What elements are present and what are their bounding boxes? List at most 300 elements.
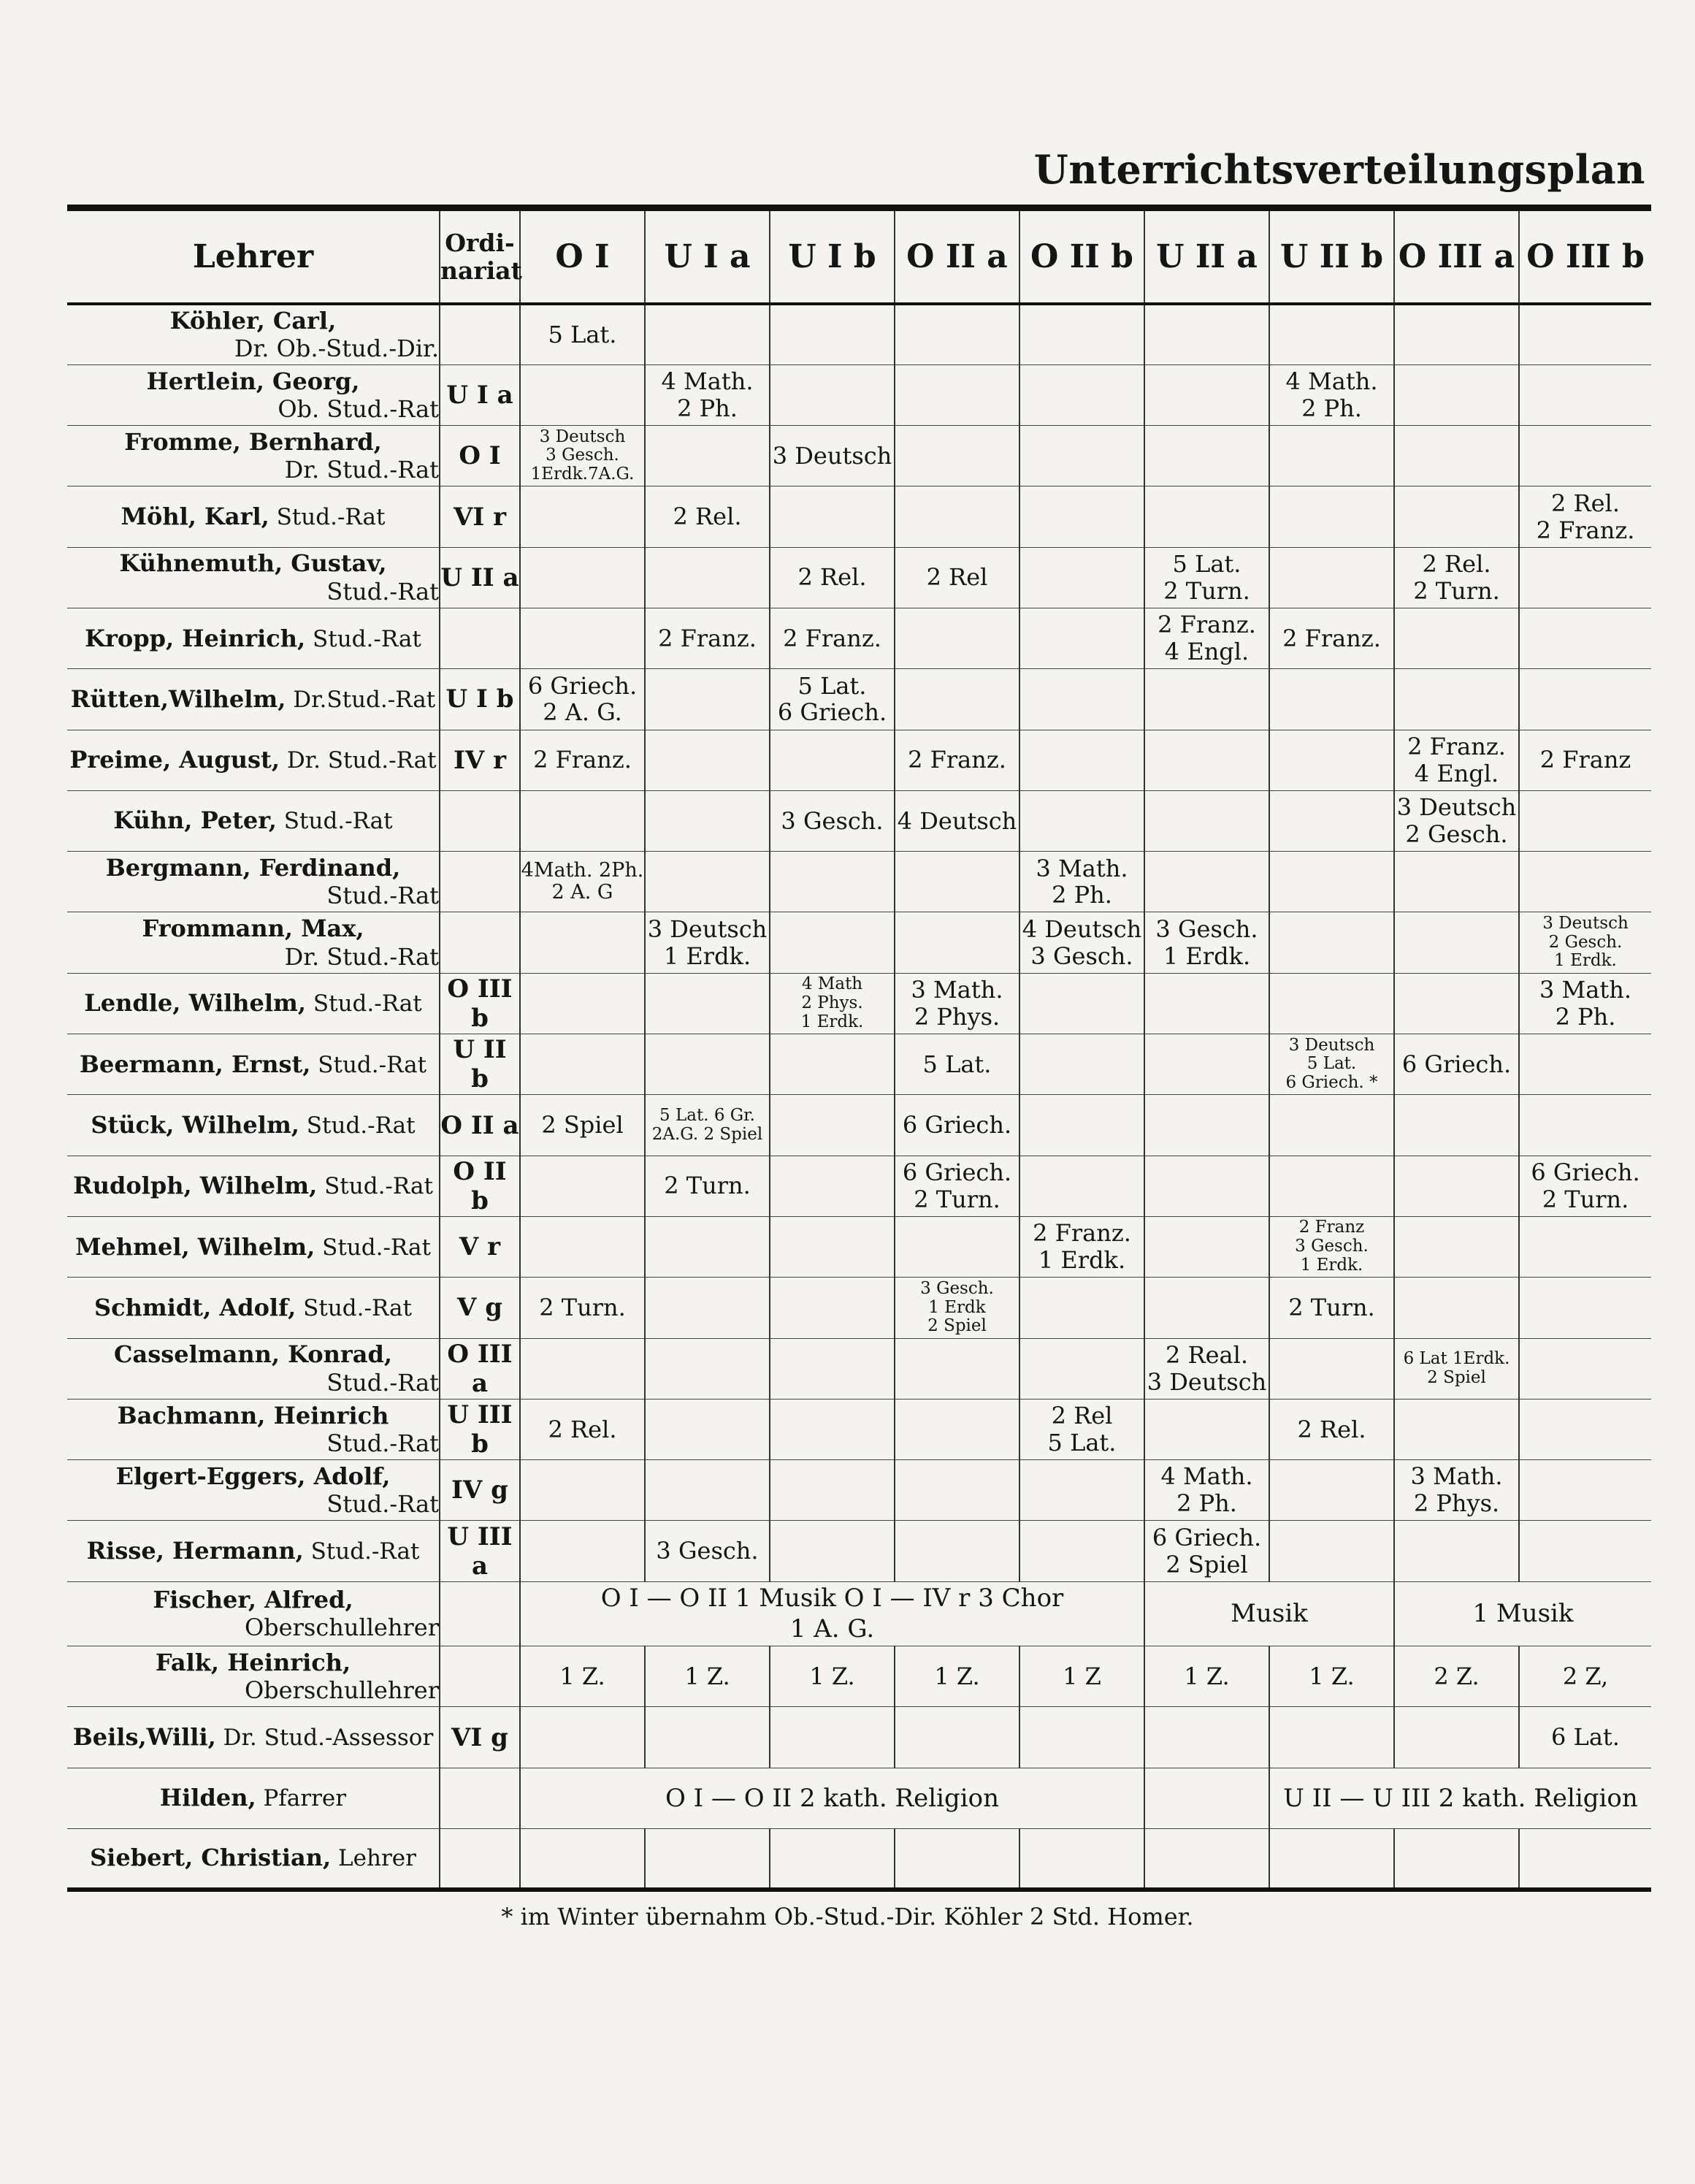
table-row bbox=[67, 364, 1651, 425]
schedule-cell: 2 Franz. 4 Engl. bbox=[1144, 608, 1269, 668]
teacher-cell bbox=[67, 1581, 440, 1646]
schedule-cell: 3 Deutsch 5 Lat. 6 Griech. * bbox=[1269, 1034, 1394, 1095]
schedule-cell bbox=[895, 852, 1019, 912]
ordinariat-cell: U III b bbox=[440, 1399, 520, 1459]
schedule-cell bbox=[770, 1829, 895, 1890]
schedule-cell bbox=[1019, 1156, 1144, 1216]
schedule-cell bbox=[1269, 790, 1394, 851]
teacher-name: Kühn, Peter, Stud.-Rat bbox=[113, 806, 393, 835]
teacher-title: Stud.-Rat bbox=[326, 1429, 439, 1457]
schedule-cell bbox=[895, 426, 1019, 486]
schedule-cell: 3 Gesch. 1 Erdk 2 Spiel bbox=[895, 1278, 1019, 1338]
schedule-cell: 6 Griech. 2 Spiel bbox=[1144, 1521, 1269, 1581]
ordinariat-cell bbox=[440, 608, 520, 668]
schedule-cell: 1 Z. bbox=[520, 1646, 645, 1707]
column-header: O I bbox=[520, 208, 645, 305]
table-row bbox=[67, 669, 1651, 730]
teacher-title: Stud.-Rat bbox=[276, 808, 393, 835]
teacher-cell bbox=[67, 364, 440, 425]
schedule-cell bbox=[1519, 669, 1651, 730]
ordinariat-cell: O III a bbox=[440, 1338, 520, 1399]
schedule-cell bbox=[895, 1460, 1019, 1521]
schedule-cell: O I — O II 2 kath. Religion bbox=[520, 1768, 1144, 1828]
column-header: U I b bbox=[770, 208, 895, 305]
schedule-cell: 3 Deutsch 2 Gesch. 1 Erdk. bbox=[1519, 912, 1651, 973]
teacher-title: Ob. Stud.-Rat bbox=[278, 394, 439, 423]
schedule-cell bbox=[520, 486, 645, 547]
schedule-cell bbox=[895, 1399, 1019, 1459]
teacher-cell bbox=[67, 486, 440, 547]
teacher-title: Stud.-Rat bbox=[306, 990, 422, 1017]
schedule-cell bbox=[1519, 1216, 1651, 1277]
teacher-title: Stud.-Rat bbox=[296, 1294, 412, 1321]
teacher-cell bbox=[67, 852, 440, 912]
header-row bbox=[67, 208, 1651, 305]
column-header: O II a bbox=[895, 208, 1019, 305]
schedule-cell bbox=[770, 1095, 895, 1156]
schedule-cell bbox=[520, 790, 645, 851]
teacher-cell bbox=[67, 608, 440, 668]
schedule-cell bbox=[1394, 486, 1519, 547]
schedule-cell bbox=[1019, 547, 1144, 608]
schedule-cell bbox=[1519, 1034, 1651, 1095]
schedule-cell bbox=[895, 1338, 1019, 1399]
schedule-cell: 3 Deutsch 1 Erdk. bbox=[645, 912, 770, 973]
ordinariat-cell: U II b bbox=[440, 1034, 520, 1095]
schedule-cell bbox=[1019, 1460, 1144, 1521]
table-row bbox=[67, 912, 1651, 973]
table-row bbox=[67, 1646, 1651, 1707]
teacher-cell bbox=[67, 730, 440, 790]
schedule-cell: 2 Franz. bbox=[770, 608, 895, 668]
schedule-cell bbox=[770, 1707, 895, 1768]
ordinariat-cell: U I a bbox=[440, 364, 520, 425]
schedule-cell bbox=[645, 547, 770, 608]
teacher-title: Stud.-Rat bbox=[317, 1173, 433, 1200]
schedule-cell bbox=[520, 1521, 645, 1581]
schedule-cell: 5 Lat. 6 Griech. bbox=[770, 669, 895, 730]
teacher-cell bbox=[67, 1646, 440, 1707]
teacher-title: Stud.-Rat bbox=[303, 1538, 420, 1565]
teacher-title: Oberschullehrer bbox=[244, 1614, 439, 1642]
schedule-cell: 2 Z, bbox=[1519, 1646, 1651, 1707]
schedule-cell: 4 Deutsch bbox=[895, 790, 1019, 851]
teacher-name: Hilden, Pfarrer bbox=[159, 1784, 347, 1812]
ordinariat-cell: IV g bbox=[440, 1460, 520, 1521]
schedule-cell bbox=[645, 1707, 770, 1768]
schedule-cell: 3 Math. 2 Phys. bbox=[895, 973, 1019, 1034]
schedule-cell: 3 Gesch. bbox=[645, 1521, 770, 1581]
schedule-cell bbox=[1519, 1521, 1651, 1581]
teacher-cell bbox=[67, 1156, 440, 1216]
teacher-title: Stud.-Rat bbox=[326, 882, 439, 910]
schedule-cell bbox=[1519, 1338, 1651, 1399]
schedule-cell: 1 Z. bbox=[1269, 1646, 1394, 1707]
teacher-cell bbox=[67, 1707, 440, 1768]
table-row bbox=[67, 1581, 1651, 1646]
schedule-cell bbox=[770, 1278, 895, 1338]
schedule-cell: 2 Franz. bbox=[1269, 608, 1394, 668]
schedule-cell: 1 Z. bbox=[1144, 1646, 1269, 1707]
schedule-cell bbox=[1269, 912, 1394, 973]
schedule-cell bbox=[895, 1829, 1019, 1890]
ordinariat-cell: VI r bbox=[440, 486, 520, 547]
schedule-cell bbox=[770, 364, 895, 425]
schedule-cell bbox=[1519, 852, 1651, 912]
schedule-cell bbox=[770, 304, 895, 364]
table-row bbox=[67, 304, 1651, 364]
column-header: U II a bbox=[1144, 208, 1269, 305]
schedule-cell bbox=[1144, 790, 1269, 851]
table-row bbox=[67, 1521, 1651, 1581]
schedule-cell: 2 Real. 3 Deutsch bbox=[1144, 1338, 1269, 1399]
teacher-name: Stück, Wilhelm, Stud.-Rat bbox=[91, 1110, 416, 1139]
ordinariat-cell bbox=[440, 1581, 520, 1646]
ordinariat-cell bbox=[440, 1768, 520, 1828]
schedule-cell bbox=[770, 1034, 895, 1095]
ordinariat-cell: U I b bbox=[440, 669, 520, 730]
teacher-title: Dr. Stud.-Rat bbox=[279, 747, 437, 774]
schedule-cell bbox=[1394, 1156, 1519, 1216]
schedule-cell: 6 Lat. bbox=[1519, 1707, 1651, 1768]
teacher-name: Kropp, Heinrich, Stud.-Rat bbox=[85, 624, 421, 652]
schedule-cell bbox=[895, 1216, 1019, 1277]
teacher-name: Risse, Hermann, Stud.-Rat bbox=[86, 1536, 420, 1565]
schedule-cell bbox=[645, 973, 770, 1034]
schedule-cell bbox=[1394, 1278, 1519, 1338]
schedule-cell bbox=[520, 973, 645, 1034]
schedule-cell bbox=[1019, 669, 1144, 730]
schedule-cell bbox=[1019, 790, 1144, 851]
schedule-cell bbox=[895, 1521, 1019, 1581]
schedule-cell bbox=[1269, 1095, 1394, 1156]
schedule-cell: 4 Math. 2 Ph. bbox=[1269, 364, 1394, 425]
schedule-cell: 3 Deutsch bbox=[770, 426, 895, 486]
schedule-cell bbox=[520, 1338, 645, 1399]
column-header: O III a bbox=[1394, 208, 1519, 305]
schedule-cell: 1 Z. bbox=[645, 1646, 770, 1707]
schedule-cell bbox=[1019, 486, 1144, 547]
teacher-title: Stud.-Rat bbox=[310, 1051, 427, 1078]
schedule-cell bbox=[770, 1338, 895, 1399]
schedule-cell: 3 Math. 2 Ph. bbox=[1019, 852, 1144, 912]
schedule-cell bbox=[1144, 304, 1269, 364]
schedule-cell: 2 Rel bbox=[895, 547, 1019, 608]
schedule-cell bbox=[1269, 1829, 1394, 1890]
teacher-name: Rudolph, Wilhelm, Stud.-Rat bbox=[73, 1172, 433, 1200]
schedule-cell: 2 Turn. bbox=[645, 1156, 770, 1216]
table-row bbox=[67, 1707, 1651, 1768]
table-row bbox=[67, 1278, 1651, 1338]
schedule-cell bbox=[1519, 364, 1651, 425]
page-title: Unterrichtsverteilungsplan bbox=[1033, 146, 1645, 193]
schedule-cell: 6 Griech. 2 Turn. bbox=[1519, 1156, 1651, 1216]
schedule-cell bbox=[1519, 608, 1651, 668]
schedule-cell bbox=[1269, 973, 1394, 1034]
footnote: * im Winter übernahm Ob.-Stud.-Dir. Köhler 2 Std. Homer. bbox=[501, 1903, 1194, 1931]
schedule-cell bbox=[770, 1156, 895, 1216]
schedule-cell bbox=[1519, 1829, 1651, 1890]
schedule-cell bbox=[520, 1460, 645, 1521]
ordinariat-cell bbox=[440, 790, 520, 851]
teacher-title: Stud.-Rat bbox=[315, 1234, 431, 1261]
schedule-cell bbox=[1019, 973, 1144, 1034]
table-row bbox=[67, 790, 1651, 851]
ordinariat-cell bbox=[440, 852, 520, 912]
teacher-name: Köhler, Carl, bbox=[169, 307, 337, 335]
teacher-name: Falk, Heinrich, bbox=[155, 1648, 351, 1676]
schedule-cell bbox=[895, 608, 1019, 668]
schedule-cell: 6 Griech. bbox=[895, 1095, 1019, 1156]
teacher-name: Casselmann, Konrad, bbox=[114, 1340, 392, 1369]
schedule-cell bbox=[1394, 1095, 1519, 1156]
teacher-cell bbox=[67, 1338, 440, 1399]
teacher-title: Stud.-Rat bbox=[326, 1490, 439, 1519]
schedule-cell bbox=[520, 1034, 645, 1095]
schedule-cell bbox=[1144, 1829, 1269, 1890]
column-header: Ordi- nariat bbox=[440, 208, 520, 305]
schedule-cell bbox=[1394, 1399, 1519, 1459]
schedule-cell: U II — U III 2 kath. Religion bbox=[1269, 1768, 1651, 1828]
schedule-cell bbox=[895, 304, 1019, 364]
teacher-title: Stud.-Rat bbox=[299, 1112, 416, 1139]
schedule-cell: 5 Lat. 6 Gr. 2A.G. 2 Spiel bbox=[645, 1095, 770, 1156]
schedule-cell bbox=[1144, 364, 1269, 425]
teacher-title: Dr. Ob.-Stud.-Dir. bbox=[234, 335, 439, 363]
schedule-cell: 2 Turn. bbox=[1269, 1278, 1394, 1338]
schedule-cell bbox=[645, 304, 770, 364]
schedule-cell: 3 Math. 2 Phys. bbox=[1394, 1460, 1519, 1521]
table-row bbox=[67, 1338, 1651, 1399]
table-row bbox=[67, 1829, 1651, 1890]
schedule-cell bbox=[520, 1216, 645, 1277]
ordinariat-cell: V r bbox=[440, 1216, 520, 1277]
schedule-cell bbox=[1144, 669, 1269, 730]
schedule-cell bbox=[1394, 669, 1519, 730]
teacher-title: Stud.-Rat bbox=[269, 503, 386, 530]
schedule-cell bbox=[770, 730, 895, 790]
ordinariat-cell bbox=[440, 1829, 520, 1890]
schedule-cell bbox=[1019, 426, 1144, 486]
schedule-cell bbox=[1144, 1156, 1269, 1216]
schedule-cell bbox=[520, 1707, 645, 1768]
schedule-cell bbox=[1144, 973, 1269, 1034]
schedule-cell bbox=[1519, 304, 1651, 364]
schedule-cell: 2 Rel. 2 Franz. bbox=[1519, 486, 1651, 547]
schedule-cell bbox=[1394, 1829, 1519, 1890]
schedule-cell bbox=[1269, 1521, 1394, 1581]
schedule-cell: 2 Franz. bbox=[895, 730, 1019, 790]
teacher-cell bbox=[67, 912, 440, 973]
teacher-cell bbox=[67, 1095, 440, 1156]
teacher-title: Dr. Stud.-Rat bbox=[284, 942, 439, 971]
ordinariat-cell: IV r bbox=[440, 730, 520, 790]
schedule-cell bbox=[895, 912, 1019, 973]
schedule-cell bbox=[1144, 1216, 1269, 1277]
schedule-cell bbox=[645, 790, 770, 851]
schedule-cell bbox=[1144, 486, 1269, 547]
schedule-cell bbox=[895, 486, 1019, 547]
table-row bbox=[67, 1768, 1651, 1828]
schedule-cell bbox=[1519, 1399, 1651, 1459]
schedule-cell bbox=[1269, 486, 1394, 547]
teacher-cell bbox=[67, 1829, 440, 1890]
schedule-cell bbox=[1519, 1278, 1651, 1338]
teacher-title: Lehrer bbox=[331, 1845, 416, 1872]
schedule-cell bbox=[645, 426, 770, 486]
schedule-cell bbox=[645, 1034, 770, 1095]
teacher-name: Frommann, Max, bbox=[142, 915, 364, 943]
schedule-cell bbox=[1019, 730, 1144, 790]
schedule-cell bbox=[645, 1399, 770, 1459]
table-row bbox=[67, 852, 1651, 912]
schedule-cell: 1 Z bbox=[1019, 1646, 1144, 1707]
teacher-title: Stud.-Rat bbox=[305, 625, 421, 652]
teacher-cell bbox=[67, 790, 440, 851]
schedule-cell bbox=[1019, 1338, 1144, 1399]
table-row bbox=[67, 730, 1651, 790]
schedule-cell bbox=[645, 1829, 770, 1890]
teacher-cell bbox=[67, 1768, 440, 1828]
schedule-cell bbox=[1394, 608, 1519, 668]
schedule-cell: 2 Franz bbox=[1519, 730, 1651, 790]
ordinariat-cell bbox=[440, 1646, 520, 1707]
ordinariat-cell bbox=[440, 912, 520, 973]
teacher-cell bbox=[67, 1216, 440, 1277]
schedule-cell bbox=[645, 1460, 770, 1521]
schedule-cell bbox=[1519, 426, 1651, 486]
schedule-cell bbox=[1269, 1707, 1394, 1768]
column-header: O III b bbox=[1519, 208, 1651, 305]
schedule-cell bbox=[645, 730, 770, 790]
teacher-title: Oberschullehrer bbox=[244, 1676, 439, 1705]
ordinariat-cell: O II b bbox=[440, 1156, 520, 1216]
schedule-cell: 2 Rel. bbox=[1269, 1399, 1394, 1459]
schedule-cell bbox=[1519, 790, 1651, 851]
table-row bbox=[67, 547, 1651, 608]
teacher-cell bbox=[67, 1399, 440, 1459]
table-row bbox=[67, 1034, 1651, 1095]
schedule-cell bbox=[1144, 852, 1269, 912]
schedule-cell bbox=[1394, 1216, 1519, 1277]
schedule-cell bbox=[1269, 1460, 1394, 1521]
ordinariat-cell: O II a bbox=[440, 1095, 520, 1156]
teacher-name: Beermann, Ernst, Stud.-Rat bbox=[79, 1050, 427, 1078]
schedule-cell bbox=[1394, 304, 1519, 364]
distribution-table bbox=[67, 205, 1651, 1892]
teacher-name: Möhl, Karl, Stud.-Rat bbox=[120, 502, 386, 530]
schedule-cell bbox=[1144, 1095, 1269, 1156]
teacher-title: Dr. Stud.-Rat bbox=[284, 456, 439, 484]
ordinariat-cell: V g bbox=[440, 1278, 520, 1338]
schedule-cell: 3 Deutsch 3 Gesch. 1Erdk.7A.G. bbox=[520, 426, 645, 486]
schedule-cell bbox=[520, 1829, 645, 1890]
schedule-cell: 6 Griech. 2 A. G. bbox=[520, 669, 645, 730]
ordinariat-cell: U II a bbox=[440, 547, 520, 608]
schedule-cell bbox=[645, 1216, 770, 1277]
schedule-cell bbox=[1269, 304, 1394, 364]
teacher-name: Rütten,Wilhelm, Dr.Stud.-Rat bbox=[70, 684, 436, 713]
ordinariat-cell: VI g bbox=[440, 1707, 520, 1768]
schedule-cell: 3 Deutsch 2 Gesch. bbox=[1394, 790, 1519, 851]
schedule-cell: 5 Lat. 2 Turn. bbox=[1144, 547, 1269, 608]
schedule-cell: 2 Franz. 4 Engl. bbox=[1394, 730, 1519, 790]
teacher-cell bbox=[67, 973, 440, 1034]
schedule-cell bbox=[1144, 1278, 1269, 1338]
teacher-name: Schmidt, Adolf, Stud.-Rat bbox=[94, 1293, 412, 1321]
schedule-cell bbox=[1519, 547, 1651, 608]
schedule-cell bbox=[1519, 1460, 1651, 1521]
schedule-cell: 2 Franz. bbox=[520, 730, 645, 790]
schedule-cell bbox=[1394, 1521, 1519, 1581]
schedule-cell bbox=[770, 912, 895, 973]
column-header: U I a bbox=[645, 208, 770, 305]
teacher-cell bbox=[67, 426, 440, 486]
schedule-cell: 2 Rel 5 Lat. bbox=[1019, 1399, 1144, 1459]
schedule-cell: 2 Franz 3 Gesch. 1 Erdk. bbox=[1269, 1216, 1394, 1277]
schedule-cell bbox=[770, 1216, 895, 1277]
schedule-cell bbox=[1269, 1156, 1394, 1216]
teacher-cell bbox=[67, 547, 440, 608]
schedule-cell bbox=[770, 1399, 895, 1459]
teacher-name: Siebert, Christian, Lehrer bbox=[90, 1844, 416, 1872]
schedule-cell: O I — O II 1 Musik O I — IV r 3 Chor 1 A. G. bbox=[520, 1581, 1144, 1646]
ordinariat-cell bbox=[440, 304, 520, 364]
schedule-cell bbox=[770, 852, 895, 912]
teacher-cell bbox=[67, 1521, 440, 1581]
schedule-cell bbox=[1019, 1278, 1144, 1338]
teacher-title: Stud.-Rat bbox=[326, 577, 439, 606]
schedule-cell: Musik bbox=[1144, 1581, 1394, 1646]
schedule-cell bbox=[895, 669, 1019, 730]
schedule-cell: 2 Rel. bbox=[645, 486, 770, 547]
schedule-cell: 4 Deutsch 3 Gesch. bbox=[1019, 912, 1144, 973]
schedule-cell bbox=[1394, 426, 1519, 486]
schedule-cell bbox=[1144, 1768, 1269, 1828]
column-header: O II b bbox=[1019, 208, 1144, 305]
schedule-cell bbox=[1269, 730, 1394, 790]
schedule-cell bbox=[1019, 304, 1144, 364]
schedule-cell bbox=[770, 486, 895, 547]
schedule-cell bbox=[895, 1707, 1019, 1768]
schedule-cell bbox=[520, 912, 645, 973]
schedule-cell bbox=[645, 1338, 770, 1399]
table-row bbox=[67, 1216, 1651, 1277]
teacher-title: Pfarrer bbox=[256, 1785, 347, 1812]
teacher-name: Lendle, Wilhelm, Stud.-Rat bbox=[84, 989, 422, 1017]
teacher-name: Mehmel, Wilhelm, Stud.-Rat bbox=[75, 1232, 431, 1261]
schedule-cell bbox=[1269, 426, 1394, 486]
schedule-cell: 3 Gesch. 1 Erdk. bbox=[1144, 912, 1269, 973]
teacher-title: Stud.-Rat bbox=[326, 1368, 439, 1397]
teacher-name: Preime, August, Dr. Stud.-Rat bbox=[69, 746, 437, 774]
teacher-cell bbox=[67, 1278, 440, 1338]
teacher-name: Kühnemuth, Gustav, bbox=[119, 549, 387, 578]
teacher-name: Bergmann, Ferdinand, bbox=[105, 853, 401, 882]
table-row bbox=[67, 608, 1651, 668]
schedule-cell bbox=[1144, 1034, 1269, 1095]
schedule-cell bbox=[1144, 426, 1269, 486]
column-header: Lehrer bbox=[67, 208, 440, 305]
schedule-cell bbox=[1144, 730, 1269, 790]
schedule-cell: 4 Math. 2 Ph. bbox=[645, 364, 770, 425]
schedule-cell: 2 Z. bbox=[1394, 1646, 1519, 1707]
schedule-cell: 2 Rel. 2 Turn. bbox=[1394, 547, 1519, 608]
table-row bbox=[67, 1399, 1651, 1459]
schedule-cell bbox=[520, 1156, 645, 1216]
table-row bbox=[67, 1156, 1651, 1216]
schedule-cell bbox=[895, 364, 1019, 425]
